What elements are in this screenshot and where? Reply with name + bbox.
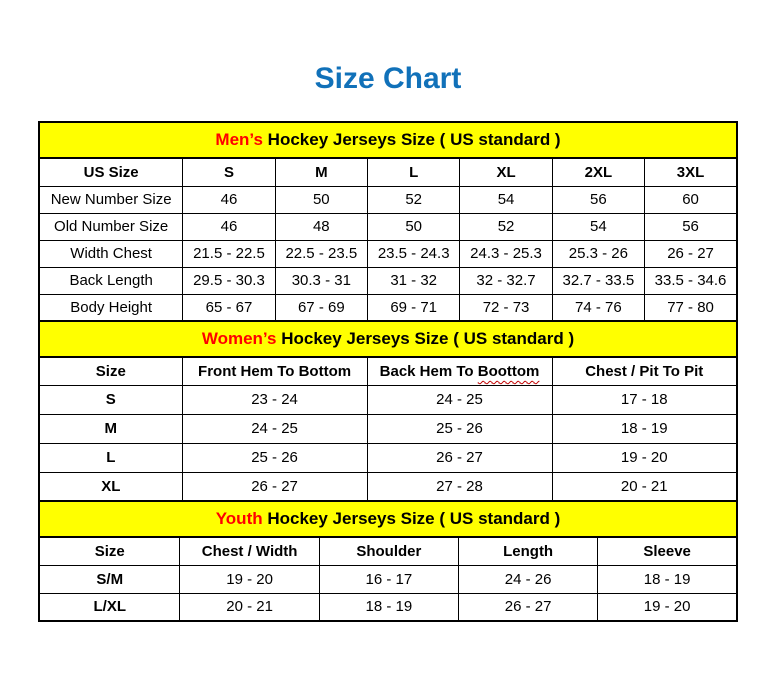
youth-table-row bbox=[39, 593, 737, 621]
column-header-label: 2XL bbox=[584, 163, 613, 181]
mens-table-row bbox=[39, 240, 737, 267]
size-value: 50 bbox=[368, 213, 460, 240]
womens-column-header bbox=[39, 357, 182, 385]
size-value: 24 - 25 bbox=[367, 385, 552, 414]
size-value: 33.5 - 34.6 bbox=[645, 267, 737, 294]
size-value: 52 bbox=[460, 213, 552, 240]
row-label: L/XL bbox=[39, 593, 180, 621]
mens-column-header bbox=[39, 158, 183, 186]
size-value: 74 - 76 bbox=[552, 294, 644, 321]
size-value: 26 - 27 bbox=[367, 443, 552, 472]
size-value: 32 - 32.7 bbox=[460, 267, 552, 294]
womens-section-title-accent: Women’s bbox=[201, 329, 277, 348]
womens-size-table bbox=[38, 320, 738, 502]
column-header-label: Chest / Pit To Pit bbox=[585, 362, 704, 380]
column-header-label: 3XL bbox=[676, 163, 705, 181]
size-value: 23 - 24 bbox=[182, 385, 367, 414]
size-value: 52 bbox=[368, 186, 460, 213]
row-label: Old Number Size bbox=[39, 213, 183, 240]
size-value: 23.5 - 24.3 bbox=[368, 240, 460, 267]
womens-column-header bbox=[182, 357, 367, 385]
column-header-label: Shoulder bbox=[356, 542, 422, 560]
size-value: 27 - 28 bbox=[367, 472, 552, 501]
size-value: 67 - 69 bbox=[275, 294, 367, 321]
size-value: 18 - 19 bbox=[552, 414, 737, 443]
mens-section-title bbox=[39, 122, 737, 158]
row-label: M bbox=[39, 414, 182, 443]
womens-column-header bbox=[552, 357, 737, 385]
size-value: 20 - 21 bbox=[180, 593, 319, 621]
womens-section-title-rest: Hockey Jerseys Size ( US standard ) bbox=[276, 329, 575, 348]
mens-column-header bbox=[460, 158, 552, 186]
size-value: 56 bbox=[552, 186, 644, 213]
size-value: 22.5 - 23.5 bbox=[275, 240, 367, 267]
row-label: L bbox=[39, 443, 182, 472]
column-header-label: M bbox=[315, 163, 328, 181]
page-title: Size Chart bbox=[314, 62, 462, 95]
size-value: 16 - 17 bbox=[319, 565, 458, 593]
column-header-label: Front Hem To Bottom bbox=[198, 362, 352, 380]
size-value: 24 - 26 bbox=[458, 565, 597, 593]
row-label: Body Height bbox=[39, 294, 183, 321]
youth-column-header bbox=[39, 537, 180, 565]
row-label: S/M bbox=[39, 565, 180, 593]
mens-column-header bbox=[368, 158, 460, 186]
mens-section-title-rest: Hockey Jerseys Size ( US standard ) bbox=[262, 130, 561, 149]
size-value: 46 bbox=[183, 213, 275, 240]
womens-table-row bbox=[39, 443, 737, 472]
row-label: New Number Size bbox=[39, 186, 183, 213]
youth-section-band-row bbox=[39, 501, 737, 537]
mens-column-header bbox=[552, 158, 644, 186]
size-value: 56 bbox=[645, 213, 737, 240]
size-value: 19 - 20 bbox=[552, 443, 737, 472]
size-value: 77 - 80 bbox=[645, 294, 737, 321]
size-value: 32.7 - 33.5 bbox=[552, 267, 644, 294]
size-value: 18 - 19 bbox=[598, 565, 737, 593]
column-header-label: Length bbox=[503, 542, 554, 560]
size-value: 25.3 - 26 bbox=[552, 240, 644, 267]
womens-table-row bbox=[39, 472, 737, 501]
womens-table-row bbox=[39, 385, 737, 414]
youth-column-header bbox=[598, 537, 737, 565]
womens-column-header bbox=[367, 357, 552, 385]
row-label: XL bbox=[39, 472, 182, 501]
size-value: 26 - 27 bbox=[645, 240, 737, 267]
size-value: 31 - 32 bbox=[368, 267, 460, 294]
womens-section-title bbox=[39, 321, 737, 357]
row-label: Width Chest bbox=[39, 240, 183, 267]
column-header-label: Sleeve bbox=[643, 542, 691, 560]
column-header-label: Size bbox=[95, 362, 126, 380]
size-value: 19 - 20 bbox=[598, 593, 737, 621]
row-label: S bbox=[39, 385, 182, 414]
column-header-label: Size bbox=[94, 542, 125, 560]
youth-table-row bbox=[39, 565, 737, 593]
misspelled-word: Boottom bbox=[477, 362, 540, 380]
size-value: 26 - 27 bbox=[182, 472, 367, 501]
youth-column-header bbox=[319, 537, 458, 565]
youth-column-header-row bbox=[39, 537, 737, 565]
youth-column-header bbox=[180, 537, 319, 565]
size-value: 48 bbox=[275, 213, 367, 240]
column-header-label: XL bbox=[496, 163, 516, 181]
size-value: 24.3 - 25.3 bbox=[460, 240, 552, 267]
column-header-label: S bbox=[223, 163, 234, 181]
youth-column-header bbox=[458, 537, 597, 565]
mens-table-row bbox=[39, 267, 737, 294]
womens-table-row bbox=[39, 414, 737, 443]
mens-table-row bbox=[39, 213, 737, 240]
size-value: 25 - 26 bbox=[367, 414, 552, 443]
mens-column-header-row bbox=[39, 158, 737, 186]
size-value: 50 bbox=[275, 186, 367, 213]
size-value: 72 - 73 bbox=[460, 294, 552, 321]
size-value: 30.3 - 31 bbox=[275, 267, 367, 294]
mens-section-title-accent: Men’s bbox=[215, 130, 263, 149]
womens-section-band-row bbox=[39, 321, 737, 357]
youth-section-title-rest: Hockey Jerseys Size ( US standard ) bbox=[262, 509, 561, 528]
size-value: 18 - 19 bbox=[319, 593, 458, 621]
size-value: 26 - 27 bbox=[458, 593, 597, 621]
womens-column-header-row bbox=[39, 357, 737, 385]
mens-table-row bbox=[39, 186, 737, 213]
size-value: 17 - 18 bbox=[552, 385, 737, 414]
mens-column-header bbox=[275, 158, 367, 186]
row-label: Back Length bbox=[39, 267, 183, 294]
size-value: 46 bbox=[183, 186, 275, 213]
size-value: 60 bbox=[645, 186, 737, 213]
mens-table-row bbox=[39, 294, 737, 321]
youth-size-table bbox=[38, 500, 738, 622]
mens-section-band-row bbox=[39, 122, 737, 158]
mens-size-table bbox=[38, 121, 738, 322]
column-header-label: Back Hem To bbox=[379, 362, 478, 380]
size-value: 54 bbox=[460, 186, 552, 213]
column-header-label: US Size bbox=[83, 163, 139, 181]
size-value: 20 - 21 bbox=[552, 472, 737, 501]
size-value: 21.5 - 22.5 bbox=[183, 240, 275, 267]
mens-column-header bbox=[645, 158, 737, 186]
size-value: 54 bbox=[552, 213, 644, 240]
size-value: 65 - 67 bbox=[183, 294, 275, 321]
size-value: 69 - 71 bbox=[368, 294, 460, 321]
size-value: 24 - 25 bbox=[182, 414, 367, 443]
mens-column-header bbox=[183, 158, 275, 186]
size-tables-stack bbox=[38, 121, 738, 622]
column-header-label: Chest / Width bbox=[201, 542, 298, 560]
size-value: 19 - 20 bbox=[180, 565, 319, 593]
youth-section-title-accent: Youth bbox=[215, 509, 263, 528]
size-value: 25 - 26 bbox=[182, 443, 367, 472]
size-value: 29.5 - 30.3 bbox=[183, 267, 275, 294]
youth-section-title bbox=[39, 501, 737, 537]
column-header-label: L bbox=[409, 163, 419, 181]
